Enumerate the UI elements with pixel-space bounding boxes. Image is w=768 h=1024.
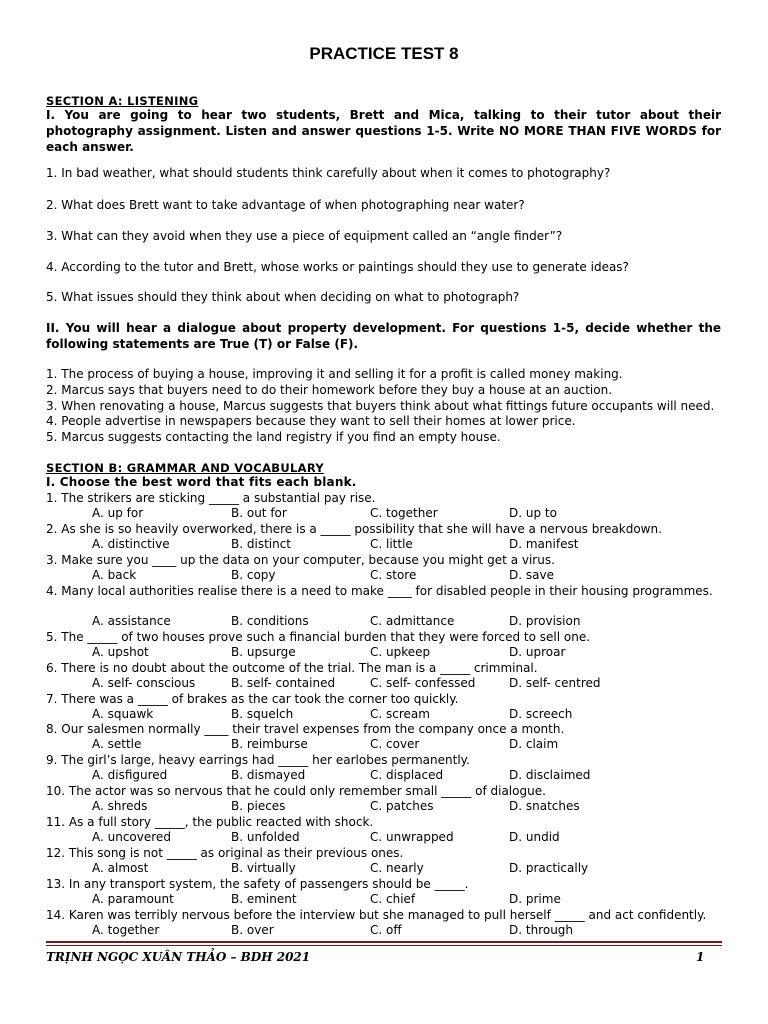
section-b-heading: SECTION B: GRAMMAR AND VOCABULARY xyxy=(46,461,324,475)
section-b-part1-instruction: I. Choose the best word that fits each blank. xyxy=(46,475,357,489)
answer-option-c: C. nearly xyxy=(370,861,424,875)
page-title: PRACTICE TEST 8 xyxy=(309,44,459,63)
answer-option-d: D. up to xyxy=(509,506,557,520)
question-stem: 6. There is no doubt about the outcome of the trial. The man is a _____ crimminal. xyxy=(46,661,538,675)
answer-options xyxy=(92,861,722,876)
listening-question: 4. According to the tutor and Brett, whose works or paintings should they use to generate ideas? xyxy=(46,260,629,274)
answer-option-d: D. uproar xyxy=(509,645,566,659)
answer-option-d: D. undid xyxy=(509,830,560,844)
answer-option-b: B. virtually xyxy=(231,861,296,875)
listening-question: 5. What issues should they think about when deciding on what to photograph? xyxy=(46,290,520,304)
answer-options xyxy=(92,707,722,722)
answer-option-d: D. save xyxy=(509,568,554,582)
listening-question: 3. What can they avoid when they use a piece of equipment called an “angle finder”? xyxy=(46,229,563,243)
answer-options xyxy=(92,568,722,583)
question-stem: 4. Many local authorities realise there is a need to make ____ for disabled people in their housing programmes. xyxy=(46,584,713,598)
page-number: 1 xyxy=(696,950,705,964)
answer-option-c: C. displaced xyxy=(370,768,444,782)
answer-option-b: B. unfolded xyxy=(231,830,300,844)
answer-options xyxy=(92,645,722,660)
answer-option-c: C. unwrapped xyxy=(370,830,454,844)
answer-options xyxy=(92,830,722,845)
question-stem: 9. The girl’s large, heavy earrings had _____ her earlobes permanently. xyxy=(46,753,470,767)
answer-options xyxy=(92,506,722,521)
answer-option-a: A. paramount xyxy=(92,892,174,906)
answer-option-c: C. little xyxy=(370,537,413,551)
true-false-statement: 1. The process of buying a house, improving it and selling it for a profit is called money making. xyxy=(46,367,623,381)
answer-option-c: C. admittance xyxy=(370,614,455,628)
answer-option-a: A. self- conscious xyxy=(92,676,196,690)
answer-options xyxy=(92,799,722,814)
answer-option-d: D. manifest xyxy=(509,537,579,551)
question-stem: 13. In any transport system, the safety of passengers should be _____. xyxy=(46,877,469,891)
answer-option-d: D. provision xyxy=(509,614,581,628)
answer-option-b: B. reimburse xyxy=(231,737,308,751)
question-stem: 10. The actor was so nervous that he could only remember small _____ of dialogue. xyxy=(46,784,546,798)
true-false-statement: 3. When renovating a house, Marcus suggests that buyers think about what fittings future occupants will need. xyxy=(46,399,715,413)
answer-option-a: A. together xyxy=(92,923,160,937)
true-false-statement: 4. People advertise in newspapers because they want to sell their homes at lower price. xyxy=(46,414,576,428)
answer-option-c: C. scream xyxy=(370,707,430,721)
answer-option-c: C. patches xyxy=(370,799,434,813)
answer-option-a: A. settle xyxy=(92,737,142,751)
answer-options xyxy=(92,923,722,938)
question-stem: 11. As a full story _____, the public reacted with shock. xyxy=(46,815,374,829)
answer-option-b: B. eminent xyxy=(231,892,297,906)
section-a-heading: SECTION A: LISTENING xyxy=(46,94,199,108)
answer-option-d: D. prime xyxy=(509,892,561,906)
answer-option-a: A. almost xyxy=(92,861,149,875)
answer-options xyxy=(92,676,722,691)
answer-option-c: C. together xyxy=(370,506,438,520)
answer-option-d: D. disclaimed xyxy=(509,768,591,782)
answer-option-d: D. snatches xyxy=(509,799,580,813)
answer-option-c: C. self- confessed xyxy=(370,676,476,690)
question-stem: 12. This song is not _____ as original as their previous ones. xyxy=(46,846,404,860)
answer-option-b: B. dismayed xyxy=(231,768,306,782)
answer-option-b: B. conditions xyxy=(231,614,309,628)
answer-option-b: B. self- contained xyxy=(231,676,336,690)
answer-option-a: A. disfigured xyxy=(92,768,168,782)
answer-option-b: B. squelch xyxy=(231,707,294,721)
answer-option-a: A. up for xyxy=(92,506,144,520)
answer-option-a: A. upshot xyxy=(92,645,149,659)
true-false-statement: 2. Marcus says that buyers need to do their homework before they buy a house at an auction. xyxy=(46,383,613,397)
footer-divider xyxy=(46,941,722,943)
answer-option-a: A. back xyxy=(92,568,137,582)
answer-option-a: A. shreds xyxy=(92,799,148,813)
question-stem: 7. There was a _____ of brakes as the car took the corner too quickly. xyxy=(46,692,459,706)
answer-option-c: C. store xyxy=(370,568,417,582)
answer-option-a: A. uncovered xyxy=(92,830,171,844)
answer-option-b: B. distinct xyxy=(231,537,292,551)
section-a-part1-instruction: I. You are going to hear two students, Brett and Mica, talking to their tutor about their photography assignment. Listen and answer questions 1-5. Write NO MORE THAN FIVE WORDS for each answer. xyxy=(46,108,721,154)
answer-option-d: D. through xyxy=(509,923,574,937)
answer-option-d: D. practically xyxy=(509,861,589,875)
answer-option-b: B. out for xyxy=(231,506,287,520)
question-stem: 14. Karen was terribly nervous before the interview but she managed to pull herself _____ and act confidently. xyxy=(46,908,707,922)
answer-option-b: B. pieces xyxy=(231,799,286,813)
answer-option-a: A. squawk xyxy=(92,707,154,721)
answer-option-d: D. screech xyxy=(509,707,573,721)
answer-options xyxy=(92,737,722,752)
true-false-statement: 5. Marcus suggests contacting the land registry if you find an empty house. xyxy=(46,430,501,444)
answer-options xyxy=(92,614,722,629)
question-stem: 8. Our salesmen normally ____ their travel expenses from the company once a month. xyxy=(46,722,565,736)
answer-option-c: C. upkeep xyxy=(370,645,431,659)
answer-option-b: B. copy xyxy=(231,568,276,582)
answer-option-a: A. distinctive xyxy=(92,537,170,551)
listening-question: 2. What does Brett want to take advantage of when photographing near water? xyxy=(46,198,525,212)
question-stem: 5. The _____ of two houses prove such a financial burden that they were forced to sell one. xyxy=(46,630,591,644)
question-stem: 2. As she is so heavily overworked, there is a _____ possibility that she will have a nervous breakdown. xyxy=(46,522,662,536)
footer-author: TRỊNH NGỌC XUÂN THẢO – BDH 2021 xyxy=(46,950,311,964)
answer-option-c: C. off xyxy=(370,923,402,937)
answer-option-b: B. over xyxy=(231,923,274,937)
footer-divider-thin xyxy=(46,945,722,946)
answer-option-c: C. chief xyxy=(370,892,416,906)
answer-option-c: C. cover xyxy=(370,737,420,751)
question-stem: 1. The strikers are sticking _____ a substantial pay rise. xyxy=(46,491,376,505)
question-stem: 3. Make sure you ____ up the data on your computer, because you might get a virus. xyxy=(46,553,555,567)
answer-option-d: D. self- centred xyxy=(509,676,601,690)
answer-options xyxy=(92,537,722,552)
answer-option-b: B. upsurge xyxy=(231,645,296,659)
section-a-part2-instruction: II. You will hear a dialogue about property development. For questions 1-5, decide whether the following statements are True (T) or False (F). xyxy=(46,321,721,351)
answer-options xyxy=(92,892,722,907)
answer-option-a: A. assistance xyxy=(92,614,171,628)
listening-question: 1. In bad weather, what should students think carefully about when it comes to photography? xyxy=(46,166,611,180)
answer-options xyxy=(92,768,722,783)
answer-option-d: D. claim xyxy=(509,737,559,751)
